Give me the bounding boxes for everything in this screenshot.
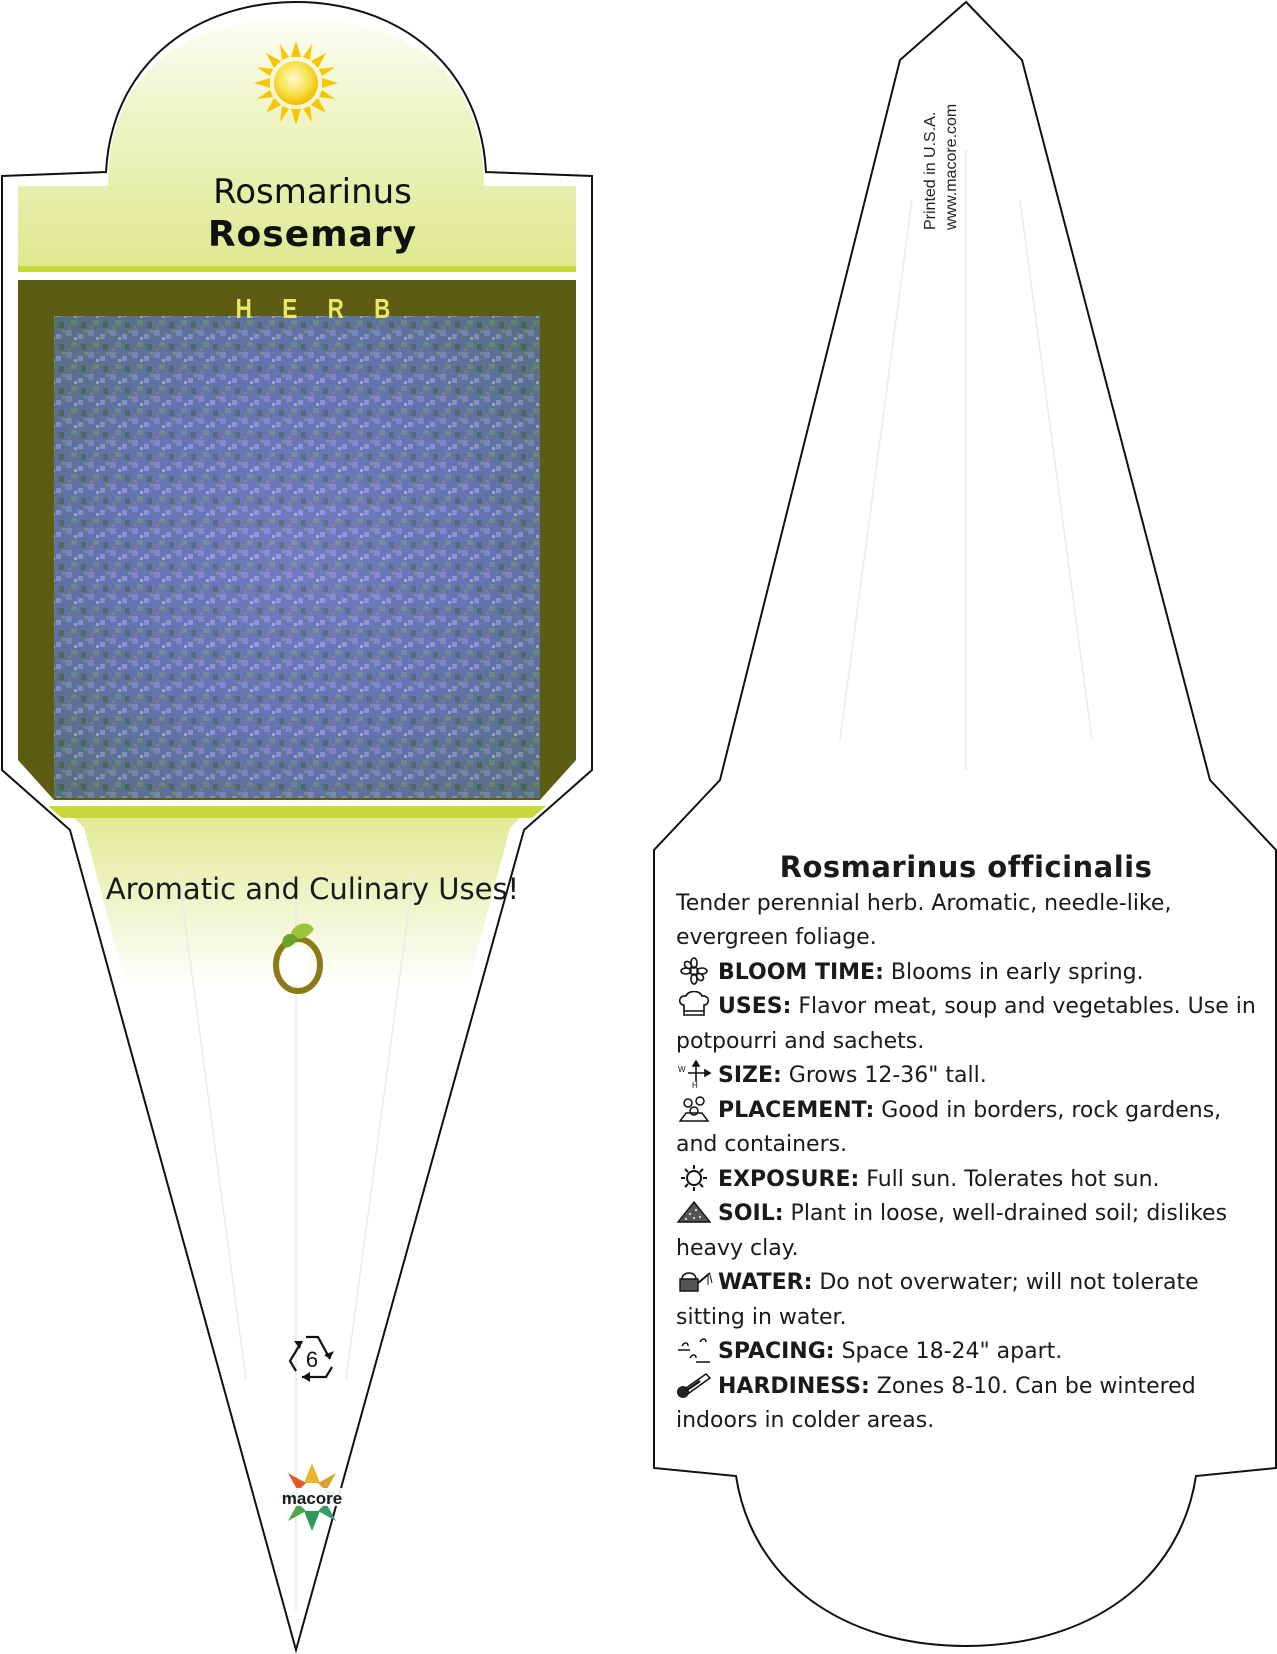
care-text: Space 18-24" apart. bbox=[834, 1339, 1063, 1364]
care-label: PLACEMENT: bbox=[718, 1097, 875, 1123]
thermometer-icon bbox=[676, 1371, 714, 1399]
watering-can-icon bbox=[676, 1267, 714, 1295]
flower-icon bbox=[676, 957, 714, 985]
chef-hat-icon bbox=[676, 991, 714, 1019]
plant-common-name: Rosemary bbox=[207, 214, 418, 255]
imprint bbox=[920, 55, 980, 230]
care-label: EXPOSURE: bbox=[718, 1166, 860, 1192]
care-label: SOIL: bbox=[718, 1201, 784, 1226]
spacing-sprouts-icon bbox=[676, 1336, 714, 1364]
care-row-soil bbox=[676, 1197, 1256, 1266]
plant-tagline: Aromatic and Culinary Uses! bbox=[105, 872, 520, 906]
plant-category: HERB bbox=[235, 293, 421, 324]
care-label: SIZE: bbox=[718, 1063, 782, 1088]
svg-text:H: H bbox=[692, 1081, 698, 1088]
care-label: SPACING: bbox=[718, 1339, 835, 1364]
imprint-line-2: www.macore.com bbox=[943, 103, 960, 230]
header-divider bbox=[18, 266, 576, 272]
imprint-line-1: Printed in U.S.A. bbox=[922, 111, 939, 230]
care-label: USES: bbox=[718, 994, 792, 1019]
size-arrows-icon bbox=[676, 1060, 714, 1088]
plant-latin-name: Rosmarinus bbox=[213, 172, 412, 212]
care-row-exposure bbox=[676, 1163, 1256, 1198]
care-text: Good in borders, rock gardens, and containers. bbox=[676, 1097, 1222, 1157]
care-text: Do not overwater; will not tolerate sitting in water. bbox=[676, 1270, 1199, 1330]
care-row-bloom bbox=[676, 956, 1256, 991]
care-row-uses bbox=[676, 990, 1256, 1059]
care-row-water bbox=[676, 1266, 1256, 1335]
recycle-code: 6 bbox=[305, 1347, 319, 1372]
care-row-spacing bbox=[676, 1335, 1256, 1370]
care-label: HARDINESS: bbox=[718, 1373, 870, 1399]
brand-logo-text: macore bbox=[281, 1489, 343, 1508]
plant-description: Tender perennial herb. Aromatic, needle-like, evergreen foliage. bbox=[676, 890, 1172, 950]
care-label: WATER: bbox=[718, 1270, 813, 1295]
care-text: Grows 12-36" tall. bbox=[781, 1063, 987, 1088]
care-info bbox=[676, 850, 1256, 1439]
care-label: BLOOM TIME: bbox=[718, 959, 884, 985]
care-text: Full sun. Tolerates hot sun. bbox=[859, 1166, 1160, 1192]
care-text: Plant in loose, well-drained soil; dislikes heavy clay. bbox=[676, 1201, 1228, 1261]
sun-outline-icon bbox=[676, 1164, 714, 1192]
sun-icon bbox=[254, 41, 338, 125]
placement-flowers-icon bbox=[676, 1095, 714, 1123]
svg-text:W: W bbox=[678, 1065, 686, 1074]
botanical-name: Rosmarinus officinalis bbox=[779, 850, 1153, 884]
care-row-size bbox=[676, 1059, 1256, 1094]
care-row-placement bbox=[676, 1094, 1256, 1163]
care-text: Flavor meat, soup and vegetables. Use in potpourri and sachets. bbox=[676, 994, 1256, 1054]
care-row-hardiness bbox=[676, 1370, 1256, 1439]
care-text: Blooms in early spring. bbox=[883, 959, 1144, 985]
lower-divider-bar bbox=[48, 806, 546, 818]
soil-pile-icon bbox=[676, 1198, 714, 1226]
care-text: Zones 8-10. Can be wintered indoors in colder areas. bbox=[676, 1373, 1196, 1433]
